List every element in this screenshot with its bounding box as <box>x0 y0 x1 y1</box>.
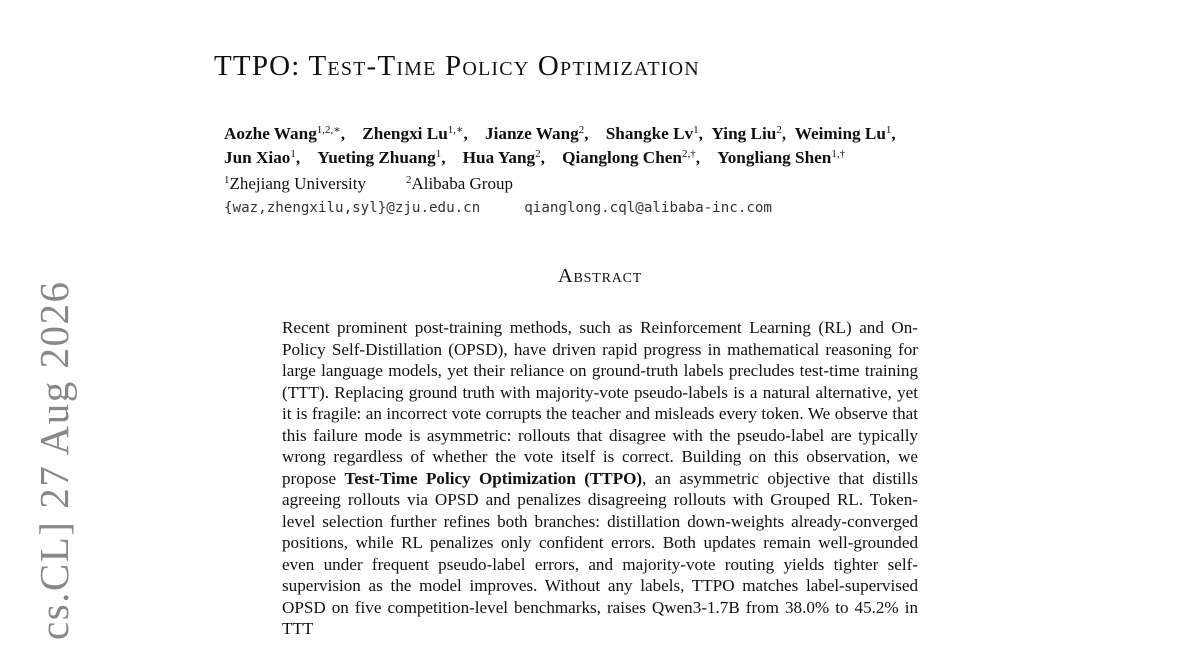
author: Ying Liu$^2$ <box>711 124 782 143</box>
affiliation: $^1$Zhejiang University <box>224 174 366 193</box>
affiliation: $^2$Alibaba Group <box>405 174 513 193</box>
author: Weiming Lu$^1$ <box>794 124 892 143</box>
email: qianglong.cql@alibaba-inc.com <box>524 200 772 216</box>
author: Yongliang Shen$^{1,\dagger}$ <box>717 148 846 167</box>
affiliations <box>224 174 513 194</box>
author: Yueting Zhuang$^1$ <box>317 148 442 167</box>
arxiv-identifier-stamp: cs.CL] 27 Aug 2026 <box>31 280 77 640</box>
author: Qianglong Chen$^{2,\dagger}$ <box>562 148 696 167</box>
email: {waz,zhengxilu,syl}@zju.edu.cn <box>224 200 481 216</box>
author: Aozhe Wang$^{1,2,∗}$ <box>224 124 341 143</box>
author: Zhengxi $Lu^{1,∗}$ <box>362 124 464 143</box>
author: Jianze Wang$^2$ <box>484 124 585 143</box>
author: Jun Xiao$^1$ <box>224 148 296 167</box>
author: Shangke Lv$^1$ <box>605 124 699 143</box>
method-name: Test-Time Policy Optimization (TTPO) <box>344 468 643 488</box>
author-emails <box>224 200 772 216</box>
author: Hua Yang$^2$ <box>462 148 541 167</box>
paper-title: TTPO: Test-Time Policy Optimization <box>214 50 700 82</box>
abstract-heading: Abstract <box>557 265 643 287</box>
abstract-body: Recent prominent post-training methods, such as Reinforcement Learning (RL) and On-Policy Self-Distillation (OPSD), have driven rapid progress in mathematical reasoning for large language models, yet their reliance on ground-truth labels precludes test-time training (TTT). Replacing ground truth with majority-vote pseudo-labels is a natural alternative, yet it is fragile: an incorrect vote corrupts the teacher and misleads every token. We observe that this failure mode is asymmetric: rollouts that disagree with the pseudo-label are typically wrong regardless of whether the vote itself is correct. Building on this observation, we propose Test-Time Policy Optimization (TTPO), an asymmetric objective that distills agreeing rollouts via OPSD and penalizes disagreeing rollouts with Grouped RL. Token-level selection further refines both branches: distillation down-weights already-converged positions, while RL penalizes only confident errors. Both updates remain well-grounded even under frequent pseudo-label errors, and majority-vote routing yields tighter self-supervision as the model improves. Without any labels, TTPO matches label-supervised OPSD on five competition-level benchmarks, raises Qwen3-1.7B from 38.0% to 45.2% in TTT <box>282 318 918 638</box>
author-list: Aozhe Wang$^{1,2,∗}$, Zhengxi $Lu^{1,∗}$, Jianze Wang$^2$, Shangke Lv$^1$, Ying Liu$^2$, Weiming Lu$^1$, Jun Xiao$^1$, Yueting Zhuang$^1$, Hua Yang$^2$, Qianglong Chen$^{2,\dagger}$, Yongliang Shen$^{1,\dagger}$ <box>224 124 896 167</box>
